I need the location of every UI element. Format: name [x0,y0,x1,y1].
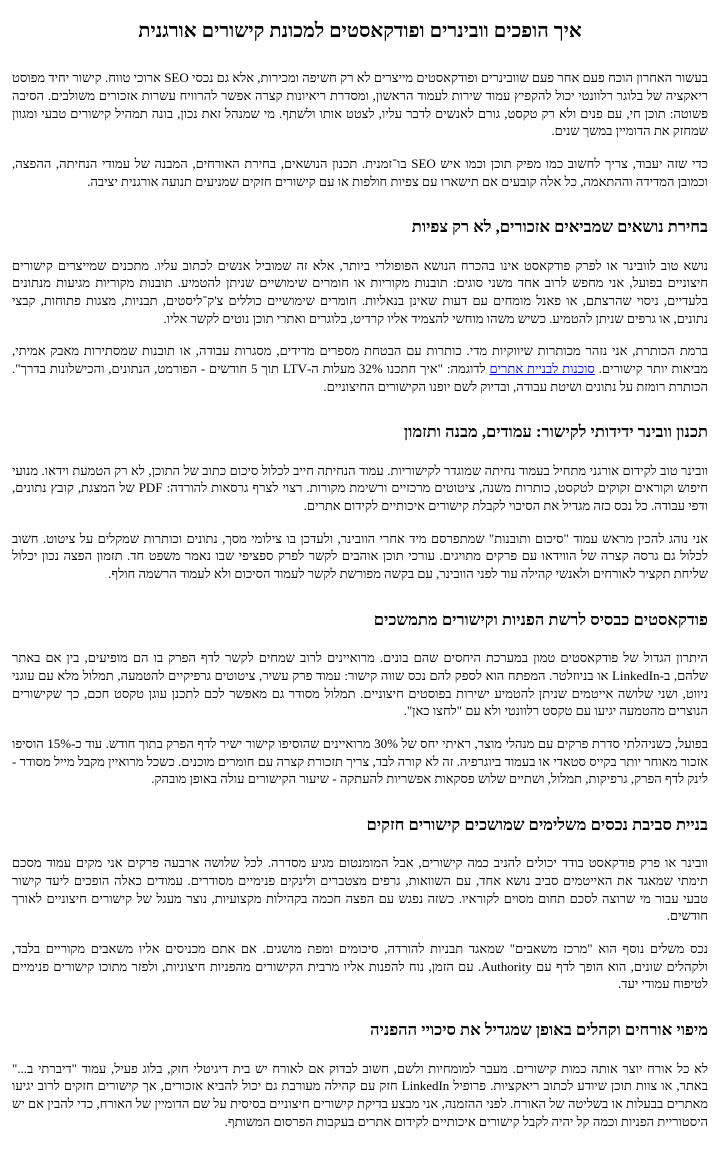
section-heading-complementary-assets: בניית סביבת נכסים משלימים שמושכים קישורים חזקים [366,814,708,834]
paragraph: וובינר טוב לקידום אורגני מתחיל בעמוד נחיתה שמוגדר לקישוריות. עמוד הנחיתה חייב לכלול סיכום כתוב של התוכן, לא רק הטמעת וידאו. מנועי חיפוש וקוראים זקוקים לטקסט, כותרות משנה, ציטוטים מרכזיים ורשימת מקורות. רצוי לצרף גרסאות להורדה: PDF של המצגת, קובץ נתונים, ודפי עבודה. כל נכס כזה מגדיל את הסיכוי לקבלת קישורים איכותיים לקידום אתרים. [12,462,708,514]
paragraph: וובינר או פרק פודקאסט בודד יכולים להניב כמה קישורים, אבל המומנטום מגיע מסדרה. לכל שלושה ארבעה פרקים אני מקים עמוד מסכם תימתי שמאגד את האייטמים סביב נושא אחד, עם השוואות, גרפים מצטברים ולינקים פנימיים מסודרים. עמודים כאלה הופכים ליעד קישור טבעי עבור מי שרוצה לסכם תחום מסוים לקוראיו. כשזה נפגש עם הפצה חכמה בקהילות מקצועיות, נוצר מעגל של קישורים חיצוניים לאורך חודשים. [12,855,708,924]
paragraph: לא כל אורח יוצר אותה כמות קישורים. מעבר למומחיות ולשם, חשוב לבדוק אם לאורח יש בית דיגיטלי חזק, בלוג פעיל, עמוד "דיברתי ב..." באתר, או צוות תוכן שיודע לכתוב ריאקציות. פרופיל LinkedIn חזק עם קהילה מעורבת גם יכול להביא אזכורים, אך קישורים חזקים לרוב יגיעו מאתרים בבעלות או בשליטה של האורח. לפני ההזמנה, אני מבצע בדיקת קישורים חיצוניים בסיסית על שם הדומיין של האורח, כדי להבין אם יש היסטוריית הפניות וכמה קל יהיה לקבל קישורים איכותיים לקידום אתרים בעקבות הפרסום המשותף. [12,1060,708,1129]
paragraph: בפועל, כשניהלתי סדרת פרקים עם מנהלי מוצר, ראיתי יחס של 30% מרואיינים שהוסיפו קישור ישיר לדף הפרק בתוך חודש. עוד כ-15% הוסיפו אזכור מאוחר יותר בקייס סטאדי או בעמוד ביוגרפיה. זה לא קורה לבד, צריך תזכורת קצרה עם חומרים מוכנים. כשכל מרואיין מקבל מייל מסודר - לינק לדף הפרק, גרפיקות, תמלול, ושתיים שלוש פסקאות אפשריות להעתקה - שיעור הקישורים עולה באופן מובהק. [12,735,708,787]
paragraph-text: ברמת הכותרת, אני נזהר מכותרות שיווקיות מדי. כותרות עם הבטחת מספרים מדידים, מסגרות עבודה, או תובנות שמסתירות מאבק אמיתי, מביאות יותר קישורים. [12,343,708,377]
paragraph: היתרון הגדול של פודקאסטים טמון במערכת היחסים שהם בונים. מרואיינים לרוב שמחים לקשר לדף הפרק בו הם מופיעים, בין אם באתר שלהם, ב-LinkedIn או בניוזלטר. המפתח הוא לספק להם נכס שווה קישור: עמוד פרק עשיר, ציטוטים גרפיקיים להטמעה, תמלול מלא עם עוגני ניווט, ושני שלושה אייטמים שניתן להטמיע ישירות בפוסטים חיצוניים. תמלול מסודר גם מאפשר לכם לתכנן עוגן טקסט חכם, כך שקישורים הנוצרים מהטמעה יגיעו עם טקסט רלוונטי ולא עם "לחצו כאן". [12,650,708,719]
paragraph: נושא טוב לוובינר או לפרק פודקאסט אינו בהכרח הנושא הפופולרי ביותר, אלא זה שמוביל אנשים לכתוב עליו. מתכנים שמייצרים קישורים חיצוניים בפועל, אני מחפש לרוב אחד משני סוגים: תובנות מקוריות או חומרים שימושיים שניתן להטמיע. תובנות מקוריות מגיעות מנתונים בלעדיים, ניסוי שהרצתם, או פאנל מומחים עם דעות שאינן בנאליות. חומרים שימושיים כוללים צ'ק־ליסטים, תבניות, מצגות פתוחות, קבצי נתונים, או גרפים שניתן להטמיע. כשיש משהו מוחשי להצמיד אליו קרדיט, בלוגרים ואתרי תוכן נוטים לקשר אליו. [12,257,708,326]
section-heading-webinar-planning: תכנון וובינר ידידותי לקישור: עמודים, מבנה ותזמון [403,422,708,442]
intro-paragraph: כדי שזה יעבוד, צריך לחשוב כמו מפיק תוכן וכמו איש SEO בו־זמנית. תכנון הנושאים, בחירת האורחים, המבנה של עמודי הנחיתה, ההפצה, וכמובן המדידה וההתאמה, כל אלה קובעים אם תישארו עם צפיות חולפות או עם קישורים חזקים שמניעים תנועה אורגנית יציבה. [12,155,708,189]
paragraph: אני נוהג להכין מראש עמוד "סיכום ותובנות" שמתפרסם מיד אחרי הוובינר, ולעדכן בו צילומי מסך, נתונים וכותרות שמקלים על ציטוט. חשוב לכלול גם גרסה קצרה של הווידאו עם פרקים מתויגים. עורכי תוכן אוהבים לקשר לפרק ספציפי שבו נאמר משפט חד. תזמון הפצה נכון יכלול שליחת תקציר לאורחים ולאנשי קהילה עוד לפני הוובינר, עם בקשה מפורשת לקשר לעמוד הסיכום ולא לעמוד הרשמה חולף. [12,530,708,582]
section-heading-guest-mapping: מיפוי אורחים וקהלים באופן שמגדיל את סיכויי ההפניה [370,1020,708,1040]
intro-paragraph: בעשור האחרון הוכח פעם אחר פעם שוובינרים ופודקאסטים מייצרים לא רק חשיפה ומכירות, אלא גם נכסי SEO ארוכי טווח. קישור יחיד מפוסט ריאקציה של בלוגר רלוונטי יכול להקפיץ עמוד שירות לעמוד הראשון, ומסדרת ריאיונות קצרה אפשר להרוויח עשרות אזכורים משולבים. הסיבה פשוטה: תוכן חי, עם פנים ולא רק טקסט, גורם לאנשים לדבר עליו, לצטט אותו ולשתף. מי שמנהל זאת נכון, בונה תמהיל קישורים טבעי ומגוון שמחזק את הדומיין במשך שנים. [12,70,709,139]
paragraph: נכס משלים נוסף הוא "מרכז משאבים" שמאגד תבניות להורדה, סיכומים ומפת מושגים. אם אתם מכניסים אליו משאבים מקוריים בלבד, ולקהלים שונים, הוא הופך לדף עם Authority. עם הזמן, נוח להפנות אליו מרבית הקישורים מהפניות חיצוניות, ולפזר מתוכו קישורים פנימיים לטיפוח עמודי יעד. [12,941,708,992]
paragraph-text: לדוגמה: "איך חתכנו 32% מעלות ה-LTV תוך 5 חודשים - הפורמט, הנתונים, והכישלונות בדרך". הכותרת רומזת על נתונים ושיטת עבודה, ובדיוק לשם יופנו הקישורים החיצוניים. [12,361,708,394]
article-title: איך הופכים וובינרים ופודקאסטים למכונת קישורים אורגנית [138,20,582,42]
section-heading-topic-selection: בחירת נושאים שמביאים אזכורים, לא רק צפיות [411,217,708,237]
section-heading-podcasts: פודקאסטים כבסיס לרשת הפניות וקישורים מתמשכים [373,609,708,629]
website-building-agency-link[interactable]: סוכנות לבניית אתרים [489,361,595,377]
paragraph-with-link [12,342,708,395]
